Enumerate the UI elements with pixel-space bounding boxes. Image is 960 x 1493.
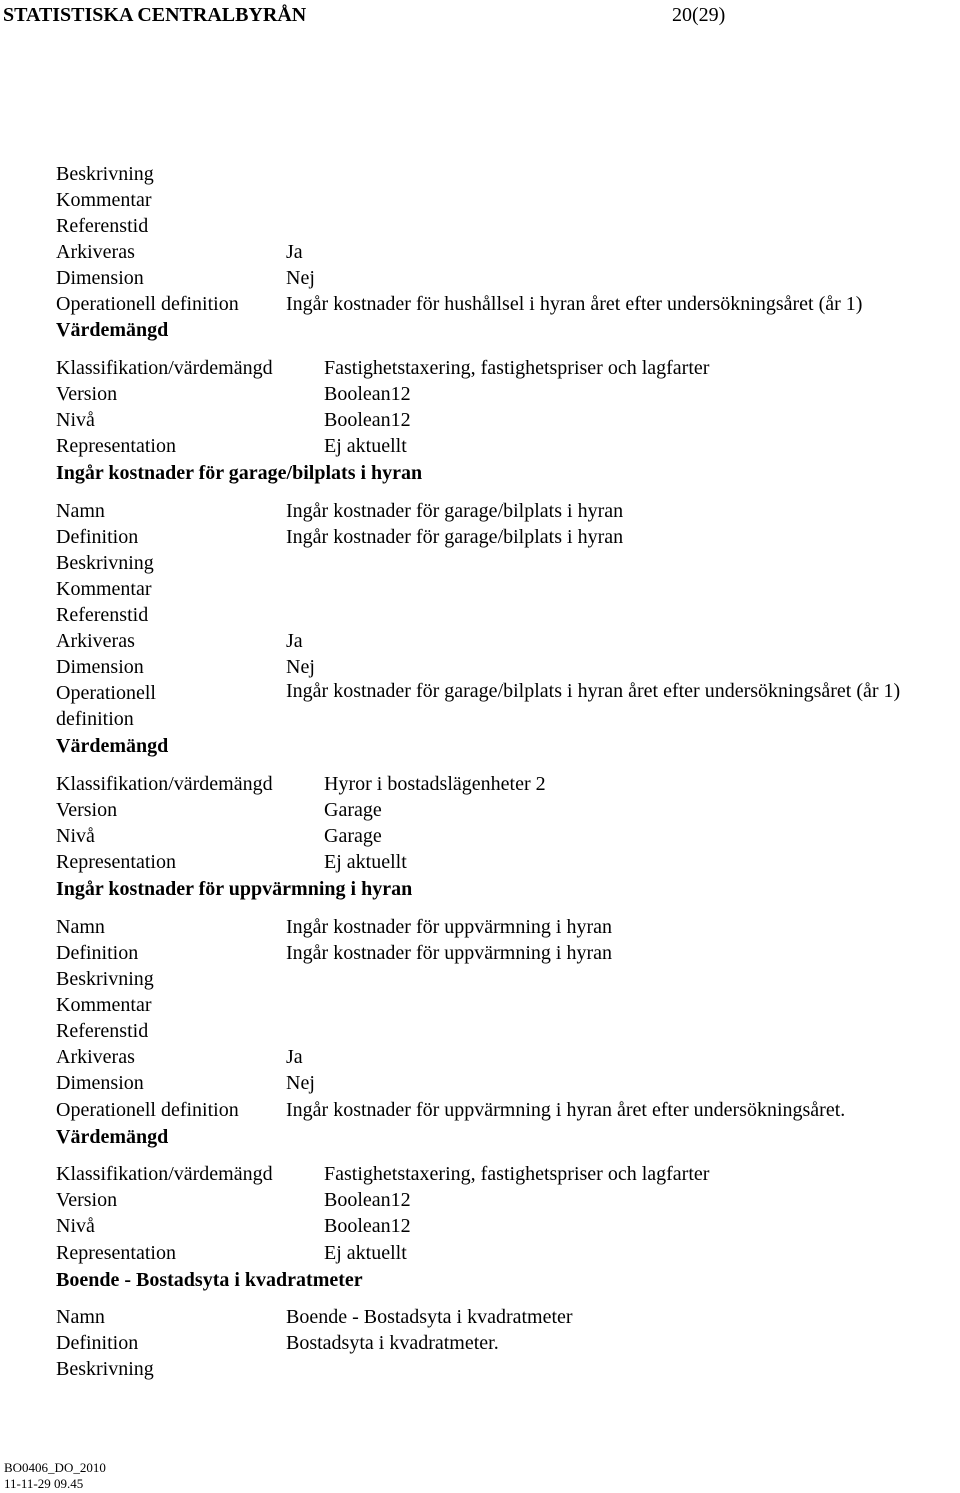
value-arkiveras: Ja: [286, 241, 303, 263]
label-beskrivning: Beskrivning: [56, 552, 154, 574]
value-operationell-definition: Ingår kostnader för hushållsel i hyran året efter undersökningsåret (år 1): [286, 293, 863, 315]
vardemangd-heading: Värdemängd: [56, 1126, 169, 1148]
value-definition: Ingår kostnader för garage/bilplats i hyran: [286, 526, 624, 548]
value-klassifikation: Hyror i bostadslägenheter 2: [324, 773, 546, 795]
value-arkiveras: Ja: [286, 630, 303, 652]
value-klassifikation: Fastighetstaxering, fastighetspriser och lagfarter: [324, 357, 710, 379]
label-beskrivning: Beskrivning: [56, 968, 154, 990]
label-version: Version: [56, 799, 118, 821]
label-operationell: Operationell: [56, 682, 156, 704]
value-representation: Ej aktuellt: [324, 851, 407, 873]
value-dimension: Nej: [286, 656, 315, 678]
label-niva: Nivå: [56, 409, 95, 431]
footer-timestamp: 11-11-29 09.45: [4, 1476, 84, 1491]
value-definition: Bostadsyta i kvadratmeter.: [286, 1332, 499, 1354]
value-namn: Ingår kostnader för garage/bilplats i hyran: [286, 500, 624, 522]
value-dimension: Nej: [286, 1072, 315, 1094]
label-namn: Namn: [56, 916, 105, 938]
label-beskrivning: Beskrivning: [56, 1358, 154, 1380]
section-title-bostadsyta: Boende - Bostadsyta i kvadratmeter: [56, 1269, 363, 1291]
value-klassifikation: Fastighetstaxering, fastighetspriser och lagfarter: [324, 1163, 710, 1185]
label-dimension: Dimension: [56, 267, 144, 289]
label-kommentar: Kommentar: [56, 189, 152, 211]
label-klassifikation: Klassifikation/värdemängd: [56, 773, 273, 795]
value-version: Boolean12: [324, 383, 411, 405]
label-representation: Representation: [56, 1242, 176, 1264]
label-representation: Representation: [56, 851, 176, 873]
value-operationell-definition: Ingår kostnader för uppvärmning i hyran året efter undersökningsåret.: [286, 1099, 846, 1121]
value-niva: Garage: [324, 825, 382, 847]
label-operationell-definition: Operationell definition: [56, 1099, 239, 1121]
label-niva: Nivå: [56, 1215, 95, 1237]
value-namn: Ingår kostnader för uppvärmning i hyran: [286, 916, 613, 938]
label-referenstid: Referenstid: [56, 604, 149, 626]
label-operationell-definition: Operationell definition: [56, 293, 239, 315]
value-operationell-definition: Ingår kostnader för garage/bilplats i hyran året efter undersökningsåret (år 1): [286, 680, 901, 702]
vardemangd-heading: Värdemängd: [56, 735, 169, 757]
label-kommentar: Kommentar: [56, 578, 152, 600]
label-kommentar: Kommentar: [56, 994, 152, 1016]
label-referenstid: Referenstid: [56, 1020, 149, 1042]
label-representation: Representation: [56, 435, 176, 457]
value-version: Garage: [324, 799, 382, 821]
value-niva: Boolean12: [324, 1215, 411, 1237]
label-beskrivning: Beskrivning: [56, 163, 154, 185]
label-klassifikation: Klassifikation/värdemängd: [56, 1163, 273, 1185]
value-dimension: Nej: [286, 267, 315, 289]
label-namn: Namn: [56, 500, 105, 522]
value-representation: Ej aktuellt: [324, 1242, 407, 1264]
document-header-title: STATISTISKA CENTRALBYRÅN: [3, 4, 307, 26]
label-arkiveras: Arkiveras: [56, 630, 135, 652]
label-version: Version: [56, 1189, 118, 1211]
label-referenstid: Referenstid: [56, 215, 149, 237]
value-namn: Boende - Bostadsyta i kvadratmeter: [286, 1306, 573, 1328]
footer-doc-id: BO0406_DO_2010: [4, 1460, 106, 1475]
value-arkiveras: Ja: [286, 1046, 303, 1068]
label-arkiveras: Arkiveras: [56, 241, 135, 263]
label-definition: Definition: [56, 942, 139, 964]
value-niva: Boolean12: [324, 409, 411, 431]
label-definition-wrapped: definition: [56, 708, 134, 730]
vardemangd-heading: Värdemängd: [56, 319, 169, 341]
page-number: 20(29): [672, 4, 726, 26]
label-arkiveras: Arkiveras: [56, 1046, 135, 1068]
label-dimension: Dimension: [56, 1072, 144, 1094]
label-niva: Nivå: [56, 825, 95, 847]
value-representation: Ej aktuellt: [324, 435, 407, 457]
value-version: Boolean12: [324, 1189, 411, 1211]
section-title-garage: Ingår kostnader för garage/bilplats i hyran: [56, 462, 423, 484]
label-definition: Definition: [56, 526, 139, 548]
section-title-uppvarmning: Ingår kostnader för uppvärmning i hyran: [56, 878, 413, 900]
value-definition: Ingår kostnader för uppvärmning i hyran: [286, 942, 613, 964]
label-version: Version: [56, 383, 118, 405]
label-namn: Namn: [56, 1306, 105, 1328]
label-definition: Definition: [56, 1332, 139, 1354]
label-dimension: Dimension: [56, 656, 144, 678]
label-klassifikation: Klassifikation/värdemängd: [56, 357, 273, 379]
